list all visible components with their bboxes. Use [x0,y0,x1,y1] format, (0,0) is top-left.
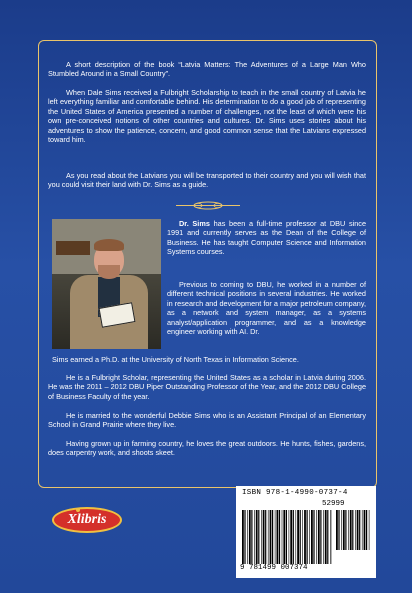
author-name: Dr. Sims [179,219,210,228]
isbn-text: ISBN 978-1-4990-0737-4 [242,489,348,497]
divider-ornament [176,201,240,210]
book-description-intro: A short description of the book “Latvia Matters: The Adventures of a Large Man Who Stumbled Around in a Small Country”. [48,60,366,79]
author-bio-fulbright: He is a Fulbright Scholar, representing the United States as a scholar in Latvia during 2006. He was the 2011 – 2012 DBU Piper Outstanding Professor of the Year, and the 2012 DBU College of Business Faculty of the year. [48,373,366,401]
book-description-closing: As you read about the Latvians you will be transported to their country and you will wish that you could visit their land with Dr. Sims as a guide. [48,171,366,190]
author-bio-intro-text: has been a full-time professor at DBU since 1991 and currently serves as the Dean of the College of Business. He has taught Computer Science and Information Systems courses. [167,219,366,257]
author-photo [52,219,161,349]
price-barcode-bars [336,510,370,550]
price-code: 52999 [322,500,345,508]
publisher-logo: Xlibris [52,507,122,533]
author-bio-intro [167,219,366,257]
author-bio-previous: Previous to coming to DBU, he worked in a number of different technical positions in several industries. He worked in research and development for a major petroleum company, as a network and system manager, as a systems analyst/application programmer, and as a knowledge engineer working with AI. Dr. [167,280,366,337]
author-bio-married: He is married to the wonderful Debbie Sims who is an Assistant Principal of an Elementary School in Grand Prairie where they live. [48,411,366,430]
ean-number: 9 781499 007374 [240,564,308,572]
publisher-logo-dot [76,508,80,512]
author-bio-hobbies: Having grown up in farming country, he loves the great outdoors. He hunts, fishes, gardens, does carpentry work, and shoots skeet. [48,439,366,458]
book-description-story: When Dale Sims received a Fulbright Scholarship to teach in the small country of Latvia he left everything familiar and comfortable behind. His determination to do a good job of representing the United States of America presented a number of challenges, not the least of which were his own pre-conceived notions of other countries and cultures. Dr. Sims uses stories about his adventures to show the patience, concern, and good common sense that the Latvians expressed toward him. [48,88,366,145]
barcode-bars [242,510,332,564]
author-bio-previous-continued: Sims earned a Ph.D. at the University of North Texas in Information Science. [52,355,299,364]
barcode-panel [236,486,376,578]
